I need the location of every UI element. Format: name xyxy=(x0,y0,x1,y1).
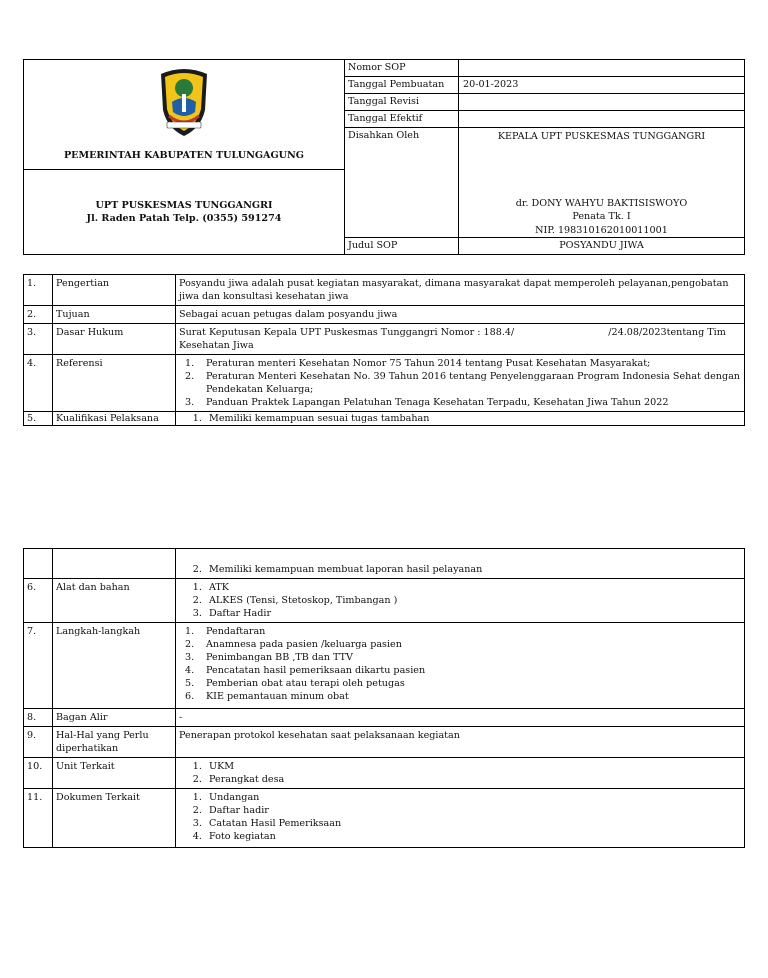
row-number: 10. xyxy=(24,758,53,789)
org-cell xyxy=(24,60,345,170)
row-content xyxy=(176,758,745,789)
table-row xyxy=(24,549,745,579)
row-label: Referensi xyxy=(53,355,176,412)
regency-emblem-icon xyxy=(27,66,341,140)
list-item: 1. Memiliki kemampuan sesuai tugas tambahan xyxy=(205,412,741,425)
sop-header-table xyxy=(23,59,745,255)
row-label: Kualifikasi Pelaksana xyxy=(53,412,176,426)
approver-rank: Penata Tk. I xyxy=(572,211,631,222)
list-item: 5. Pemberian obat atau terapi oleh petugas xyxy=(185,678,405,689)
list-item: 1. Peraturan menteri Kesehatan Nomor 75 Tahun 2014 tentang Pusat Kesehatan Masyarakat; xyxy=(185,358,651,369)
legal-basis-text-cont: /24.08/2023tentang Tim Kesehatan Jiwa xyxy=(179,327,726,351)
row-label: Tujuan xyxy=(53,306,176,324)
row-content xyxy=(176,789,745,848)
puskesmas-address: Jl. Raden Patah Telp. (0355) 591274 xyxy=(86,213,282,224)
meta-value xyxy=(459,111,745,128)
row-content xyxy=(176,549,745,579)
sop-body-table-1 xyxy=(23,274,745,426)
table-row xyxy=(24,275,745,306)
meta-value: 20-01-2023 xyxy=(459,77,745,94)
row-content xyxy=(176,579,745,623)
approver-name: dr. DONY WAHYU BAKTISISWOYO xyxy=(515,197,688,209)
approver-nip: NIP. 198310162010011001 xyxy=(535,224,668,236)
row-content xyxy=(176,412,745,426)
row-label: Hal-Hal yang Perlu diperhatikan xyxy=(53,727,176,758)
puskesmas-cell xyxy=(24,170,345,255)
list-item: 3. Catatan Hasil Pemeriksaan xyxy=(205,817,741,830)
table-row xyxy=(24,709,745,727)
list-item: 3. Daftar Hadir xyxy=(205,607,741,620)
meta-value xyxy=(459,94,745,111)
table-row xyxy=(24,789,745,848)
approver-title: KEPALA UPT PUSKESMAS TUNGGANGRI xyxy=(497,131,706,142)
row-number: 6. xyxy=(24,579,53,623)
row-content xyxy=(176,324,745,355)
list-item: 1. ATK xyxy=(205,581,741,594)
meta-label: Tanggal Pembuatan xyxy=(345,77,459,94)
sop-body-table-2 xyxy=(23,548,745,848)
row-content: Posyandu jiwa adalah pusat kegiatan masyarakat, dimana masyarakat dapat memperoleh pelayanan,pengobatan jiwa dan konsultasi kesehatan jiwa xyxy=(176,275,745,306)
org-name: PEMERINTAH KABUPATEN TULUNGAGUNG xyxy=(63,150,305,161)
table-row xyxy=(24,579,745,623)
row-label: Pengertian xyxy=(53,275,176,306)
row-number: 2. xyxy=(24,306,53,324)
row-number: 9. xyxy=(24,727,53,758)
row-content xyxy=(176,355,745,412)
list-item: 2. ALKES (Tensi, Stetoskop, Timbangan ) xyxy=(205,594,741,607)
legal-basis-text: Surat Keputusan Kepala UPT Puskesmas Tunggangri Nomor : 188.4/ xyxy=(179,327,515,338)
list-item: 1. UKM xyxy=(205,760,741,773)
table-row xyxy=(24,306,745,324)
table-row xyxy=(24,412,745,426)
row-content: Penerapan protokol kesehatan saat pelaksanaan kegiatan xyxy=(176,727,745,758)
judul-value: POSYANDU JIWA xyxy=(459,238,745,255)
table-row xyxy=(24,727,745,758)
list-item: 2. Perangkat desa xyxy=(205,773,741,786)
list-item: 2. Anamnesa pada pasien /keluarga pasien xyxy=(185,639,402,650)
list-item: 3. Panduan Praktek Lapangan Pelatuhan Tenaga Kesehatan Terpadu, Kesehatan Jiwa Tahun 2022 xyxy=(185,397,669,408)
row-number: 3. xyxy=(24,324,53,355)
list-item: 1. Undangan xyxy=(205,791,741,804)
list-item: 4. Foto kegiatan xyxy=(205,830,741,843)
puskesmas-name: UPT PUSKESMAS TUNGGANGRI xyxy=(95,200,273,211)
row-label: Langkah-langkah xyxy=(53,623,176,709)
row-number: 4. xyxy=(24,355,53,412)
row-number: 1. xyxy=(24,275,53,306)
list-item: 4. Pencatatan hasil pemeriksaan dikartu pasien xyxy=(185,665,426,676)
approved-label: Disahkan Oleh xyxy=(345,128,459,238)
row-number: 8. xyxy=(24,709,53,727)
row-content xyxy=(176,623,745,709)
list-item: 2. Peraturan Menteri Kesehatan No. 39 Tahun 2016 tentang Penyelenggaraan Program Indonesia Sehat dengan Pendekatan Keluarga; xyxy=(185,371,740,395)
table-row xyxy=(24,324,745,355)
approval-cell xyxy=(459,128,745,238)
row-label: Dokumen Terkait xyxy=(53,789,176,848)
row-label: Bagan Alir xyxy=(53,709,176,727)
table-row xyxy=(24,623,745,709)
meta-value xyxy=(459,60,745,77)
row-content: - xyxy=(176,709,745,727)
row-label: Dasar Hukum xyxy=(53,324,176,355)
row-label: Alat dan bahan xyxy=(53,579,176,623)
table-row xyxy=(24,355,745,412)
row-number: 11. xyxy=(24,789,53,848)
list-item: 1. Pendaftaran xyxy=(185,626,266,637)
row-label: Unit Terkait xyxy=(53,758,176,789)
judul-label: Judul SOP xyxy=(345,238,459,255)
list-item: 2. Daftar hadir xyxy=(205,804,741,817)
row-number: 7. xyxy=(24,623,53,709)
meta-label: Tanggal Revisi xyxy=(345,94,459,111)
list-item: 3. Penimbangan BB ,TB dan TTV xyxy=(185,652,353,663)
list-item: 6. KIE pemantauan minum obat xyxy=(185,691,349,702)
meta-label: Nomor SOP xyxy=(345,60,459,77)
row-number: 5. xyxy=(24,412,53,426)
row-content: Sebagai acuan petugas dalam posyandu jiwa xyxy=(176,306,745,324)
meta-label: Tanggal Efektif xyxy=(345,111,459,128)
list-item: 2. Memiliki kemampuan membuat laporan hasil pelayanan xyxy=(205,563,741,576)
table-row xyxy=(24,758,745,789)
